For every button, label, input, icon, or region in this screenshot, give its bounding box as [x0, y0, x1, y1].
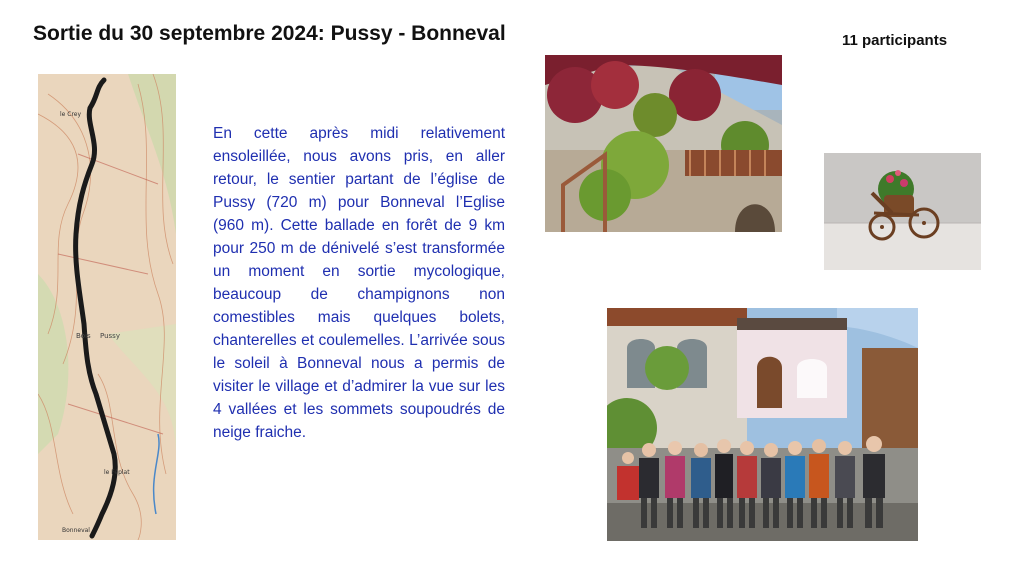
description-paragraph: En cette après midi relativement ensoleillée, nous avons pris, en aller retour, le sentier partant de l’église de Pussy (720 m) pour Bonneval l’Eglise (960 m). Cette ballade en forêt de 9 km pour 250 m de dénivelé s’est transformée un moment en sortie mycologique, beaucoup de champignons non comestibles mais quelques bolets, chanterelles et coulemelles. L’arrivée sous le soleil à Bonneval nous a permis de visiter le village et d’admirer la vue sur les 4 vallées et les sommets soupoudrés de neige fraiche.	[213, 125, 505, 441]
participants-count: 11 participants	[842, 32, 948, 49]
route-map-image	[38, 74, 176, 540]
map-label-le-crey: le Crey	[60, 111, 82, 118]
map-label-bois: Bois	[76, 332, 91, 340]
chalet-vines-photo	[545, 55, 782, 232]
map-label-bonneval: Bonneval	[62, 527, 90, 534]
map-label-pussy: Pussy	[100, 332, 120, 340]
map-label-le-feplat: le Féplat	[104, 469, 130, 476]
slide-title: Sortie du 30 septembre 2024: Pussy - Bonneval	[33, 22, 506, 45]
tricycle-planter-photo	[824, 153, 981, 270]
group-photo	[607, 308, 918, 541]
